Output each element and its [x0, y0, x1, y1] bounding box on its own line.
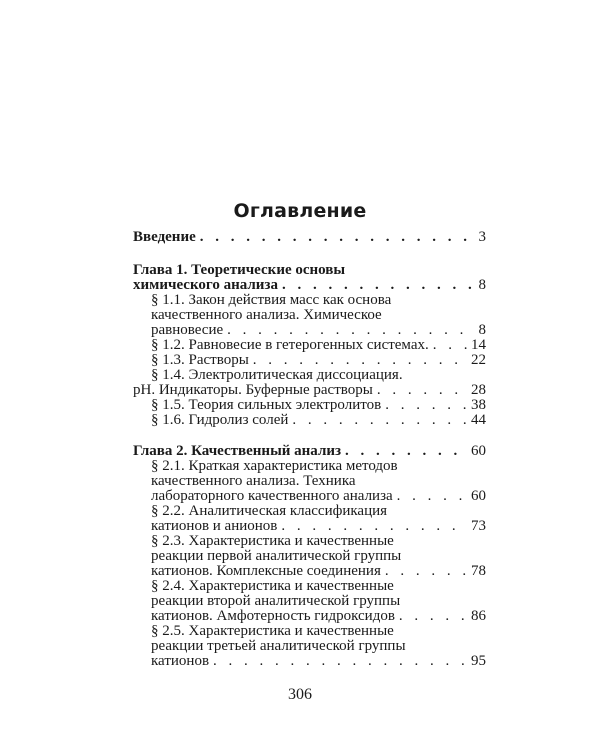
- section-2-3-line-1: § 2.3. Характеристика и качественные: [151, 533, 394, 549]
- section-2-5-entry: [151, 652, 486, 670]
- entry-label: pH. Индикаторы. Буферные растворы: [133, 382, 373, 398]
- entry-label: катионов: [151, 653, 210, 669]
- entry-page: 86: [471, 608, 486, 624]
- entry-label: катионов. Амфотерность гидроксидов: [151, 608, 395, 624]
- entry-label: Введение: [133, 229, 196, 245]
- entry-page: 44: [471, 412, 486, 428]
- section-2-2-line-1: § 2.2. Аналитическая классификация: [151, 503, 388, 519]
- entry-label: § 1.3. Растворы: [151, 352, 249, 368]
- entry-label: лабораторного качественного анализа: [151, 488, 393, 504]
- leader-dots: [397, 487, 467, 505]
- entry-page: 78: [471, 563, 486, 579]
- leader-dots: [200, 228, 475, 246]
- entry-label: Глава 2. Качественный анализ: [133, 443, 342, 459]
- entry-label: катионов и анионов: [151, 518, 278, 534]
- entry-page: 60: [471, 443, 486, 459]
- section-2-5-line-1: § 2.5. Характеристика и качественные: [151, 623, 394, 639]
- entry-page: 38: [471, 397, 486, 413]
- entry-page: 60: [471, 488, 486, 504]
- entry-page: 95: [471, 653, 486, 669]
- entry-page: 22: [471, 352, 486, 368]
- section-2-1-line-1: § 2.1. Краткая характеристика методов: [151, 458, 398, 474]
- leader-dots: [399, 607, 467, 625]
- section-1-6-entry: [151, 411, 486, 429]
- leader-dots: [213, 652, 467, 670]
- leader-dots: [292, 411, 467, 429]
- section-1-1-line-1: § 1.1. Закон действия масс как основа: [151, 292, 392, 308]
- section-1-1-line-2: качественного анализа. Химическое: [151, 307, 382, 323]
- entry-page: 14: [471, 337, 486, 353]
- chapter-1-title-line-1: Глава 1. Теоретические основы: [133, 262, 346, 278]
- section-1-4-line-1: § 1.4. Электролитическая диссоциация.: [151, 367, 403, 383]
- section-2-1-line-2: качественного анализа. Техника: [151, 473, 356, 489]
- entry-page: 8: [478, 322, 486, 338]
- leader-dots: [385, 562, 467, 580]
- entry-label: катионов. Комплексные соединения: [151, 563, 381, 579]
- entry-page: 3: [478, 229, 486, 245]
- toc-entry-intro: [133, 228, 486, 246]
- entry-page: 8: [478, 277, 486, 293]
- entry-label: равновесие: [151, 322, 224, 338]
- entry-label: § 1.2. Равновесие в гетерогенных системах.: [151, 337, 429, 353]
- entry-label: химического анализа: [133, 277, 278, 293]
- section-2-4-line-1: § 2.4. Характеристика и качественные: [151, 578, 394, 594]
- entry-page: 28: [471, 382, 486, 398]
- entry-label: § 1.6. Гидролиз солей: [151, 412, 289, 428]
- entry-label: § 1.5. Теория сильных электролитов: [151, 397, 382, 413]
- section-2-4-line-2: реакции второй аналитической группы: [151, 593, 401, 609]
- entry-page: 73: [471, 518, 486, 534]
- section-2-5-line-2: реакции третьей аналитической группы: [151, 638, 406, 654]
- toc-title: Оглавление: [233, 200, 367, 222]
- section-2-3-line-2: реакции первой аналитической группы: [151, 548, 402, 564]
- page-number: 306: [288, 686, 312, 703]
